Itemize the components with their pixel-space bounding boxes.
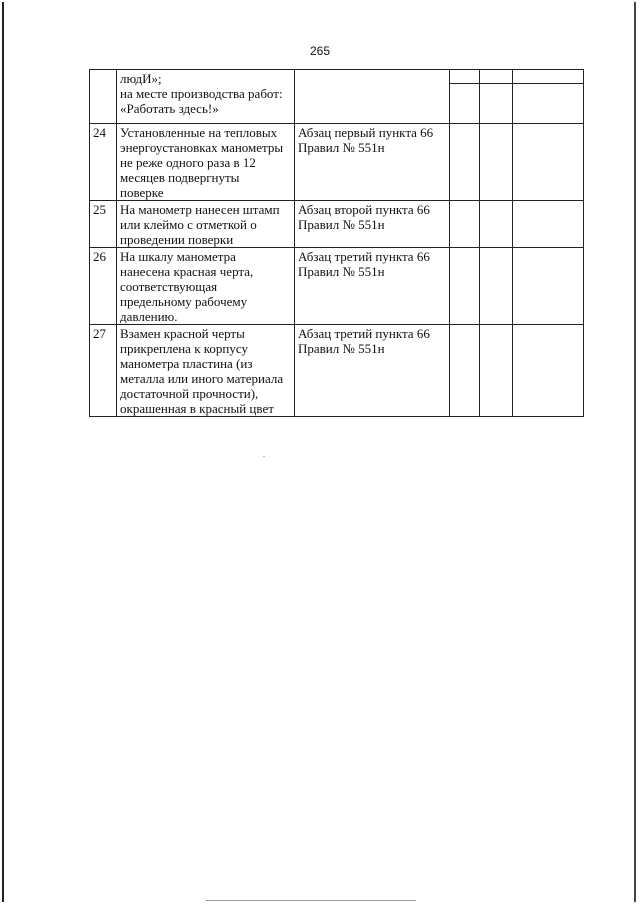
requirement-line: поверке <box>120 185 164 200</box>
requirement-line: Взамен красной черты <box>120 326 245 341</box>
answer-no-cell <box>480 248 513 325</box>
requirement-cell <box>117 201 295 248</box>
reference-cell <box>295 201 450 248</box>
requirement-line: нанесена красная черта, <box>120 264 254 279</box>
requirement-line: не реже одного раза в 12 <box>120 155 256 170</box>
answer-yes-cell <box>450 248 480 325</box>
requirement-line: металла или иного материала <box>120 371 284 386</box>
page-number: 265 <box>309 44 331 58</box>
answer-na-cell <box>513 248 584 325</box>
table-row <box>90 70 584 84</box>
reference-line: Абзац третий пункта 66 <box>298 326 430 341</box>
number-cell: 24 <box>90 124 117 201</box>
reference-line: Абзац первый пункта 66 <box>298 125 434 140</box>
answer-no-cell <box>480 201 513 248</box>
table-row <box>90 325 584 417</box>
requirement-cell <box>117 70 295 124</box>
reference-line: Правил № 551н <box>298 217 385 232</box>
answer-no-cell <box>480 124 513 201</box>
requirement-line: соответствующая <box>120 279 218 294</box>
answer-no-cell <box>480 70 513 84</box>
answer-yes-cell <box>450 124 480 201</box>
number-cell: 25 <box>90 201 117 248</box>
requirement-cell <box>117 248 295 325</box>
requirement-cell <box>117 124 295 201</box>
scan-edge-line <box>206 900 416 901</box>
requirement-line: людИ»; <box>120 71 162 86</box>
answer-yes-cell <box>450 201 480 248</box>
answer-na-cell <box>513 201 584 248</box>
requirement-line: проведении поверки <box>120 232 234 247</box>
requirement-line: предельному рабочему <box>120 294 248 309</box>
number-cell: 26 <box>90 248 117 325</box>
table-row <box>90 248 584 325</box>
reference-cell <box>295 124 450 201</box>
number-cell: 27 <box>90 325 117 417</box>
answer-yes-cell <box>450 325 480 417</box>
reference-line: Абзац второй пункта 66 <box>298 202 430 217</box>
requirement-line: «Работать здесь!» <box>120 101 219 116</box>
reference-cell <box>295 70 450 124</box>
reference-line: Абзац третий пункта 66 <box>298 249 430 264</box>
checklist-table <box>89 69 584 417</box>
scan-speck <box>263 456 265 457</box>
requirement-line: на месте производства работ: <box>120 86 283 101</box>
table-row <box>90 201 584 248</box>
requirement-line: На манометр нанесен штамп <box>120 202 280 217</box>
requirement-line: или клеймо с отметкой о <box>120 217 257 232</box>
answer-yes-cell <box>450 84 480 124</box>
table-row <box>90 124 584 201</box>
answer-yes-cell <box>450 70 480 84</box>
reference-line: Правил № 551н <box>298 140 385 155</box>
answer-no-cell <box>480 325 513 417</box>
answer-na-cell <box>513 70 584 84</box>
reference-cell <box>295 325 450 417</box>
answer-na-cell <box>513 325 584 417</box>
answer-na-cell <box>513 84 584 124</box>
requirement-line: давлению. <box>120 309 178 324</box>
requirement-line: На шкалу манометра <box>120 249 236 264</box>
reference-line: Правил № 551н <box>298 264 385 279</box>
reference-cell <box>295 248 450 325</box>
requirement-line: окрашенная в красный цвет <box>120 401 274 416</box>
requirement-line: энергоустановках манометры <box>120 140 284 155</box>
reference-line: Правил № 551н <box>298 341 385 356</box>
requirement-line: Установленные на тепловых <box>120 125 278 140</box>
requirement-line: прикреплена к корпусу <box>120 341 248 356</box>
requirement-line: месяцев подвергнуты <box>120 170 240 185</box>
requirement-line: манометра пластина (из <box>120 356 253 371</box>
requirement-cell <box>117 325 295 417</box>
requirement-line: достаточной прочности), <box>120 386 259 401</box>
answer-no-cell <box>480 84 513 124</box>
answer-na-cell <box>513 124 584 201</box>
number-cell <box>90 70 117 124</box>
